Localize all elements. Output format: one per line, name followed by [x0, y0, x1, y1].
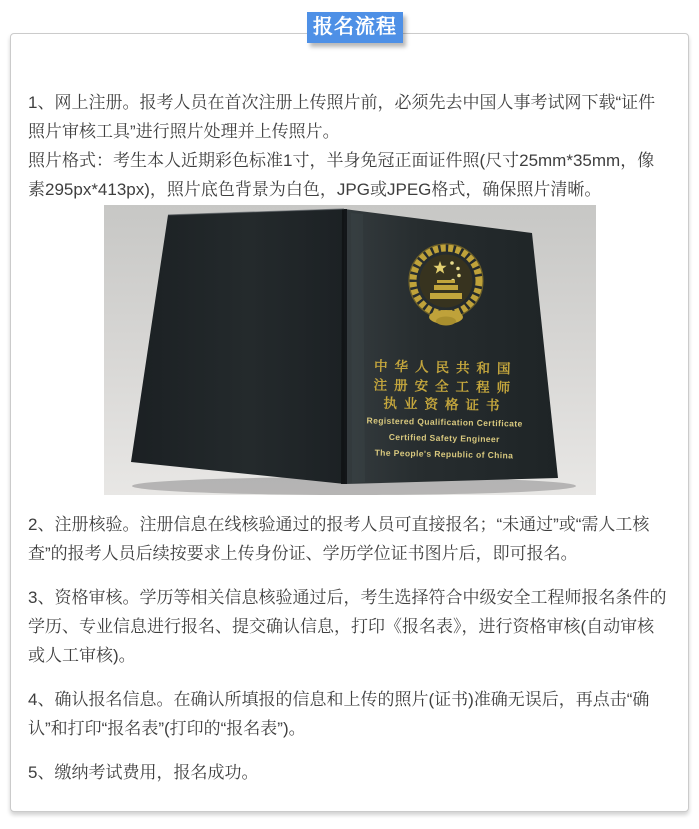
cover-title-cn-country: 中华人民共和国	[373, 358, 518, 377]
paragraph-confirm-info: 4、确认报名信息。在确认所填报的信息和上传的照片(证书)准确无误后，再点击“确认”和打印“报名表”(打印的“报名表”)。	[28, 690, 650, 738]
certificate-photo-svg	[104, 205, 596, 495]
cover-title-en-country: The People's Republic of China	[374, 447, 513, 461]
paragraph-pay-fee: 5、缴纳考试费用，报名成功。	[28, 763, 259, 782]
booklet-hinge-highlight	[351, 213, 365, 483]
paragraph-online-registration: 1、网上注册。报考人员在首次注册上传照片前，必须先去中国人事考试网下载“证件照片审核工具”进行照片处理并上传照片。	[28, 93, 656, 141]
certificate-photo	[104, 205, 596, 495]
section-header-badge: 报名流程	[307, 12, 403, 43]
cover-title-en-certificate: Registered Qualification Certificate	[366, 415, 523, 429]
cover-title-cn-certificate: 执业资格证书	[382, 395, 507, 414]
cover-title-cn-profession: 注册安全工程师	[372, 377, 517, 396]
content-panel	[10, 33, 689, 812]
booklet-spine	[341, 209, 347, 484]
paragraph-registration-verification: 2、注册核验。注册信息在线核验通过的报考人员可直接报名；“未通过”或“需人工核查”的报考人员后续按要求上传身份证、学历学位证书图片后，即可报名。	[28, 515, 650, 563]
booklet-left-cover	[131, 209, 345, 484]
paragraph-qualification-review: 3、资格审核。学历等相关信息核验通过后，考生选择符合中级安全工程师报名条件的学历、专业信息进行报名、提交确认信息，打印《报名表》，进行资格审核(自动审核或人工审核)。	[28, 588, 667, 665]
paragraph-photo-format: 照片格式：考生本人近期彩色标准1寸，半身免冠正面证件照(尺寸25mm*35mm，像素295px*413px)，照片底色背景为白色，JPG或JPEG格式，确保照片清晰。	[28, 151, 655, 199]
cover-title-en-profession: Certified Safety Engineer	[388, 431, 500, 445]
